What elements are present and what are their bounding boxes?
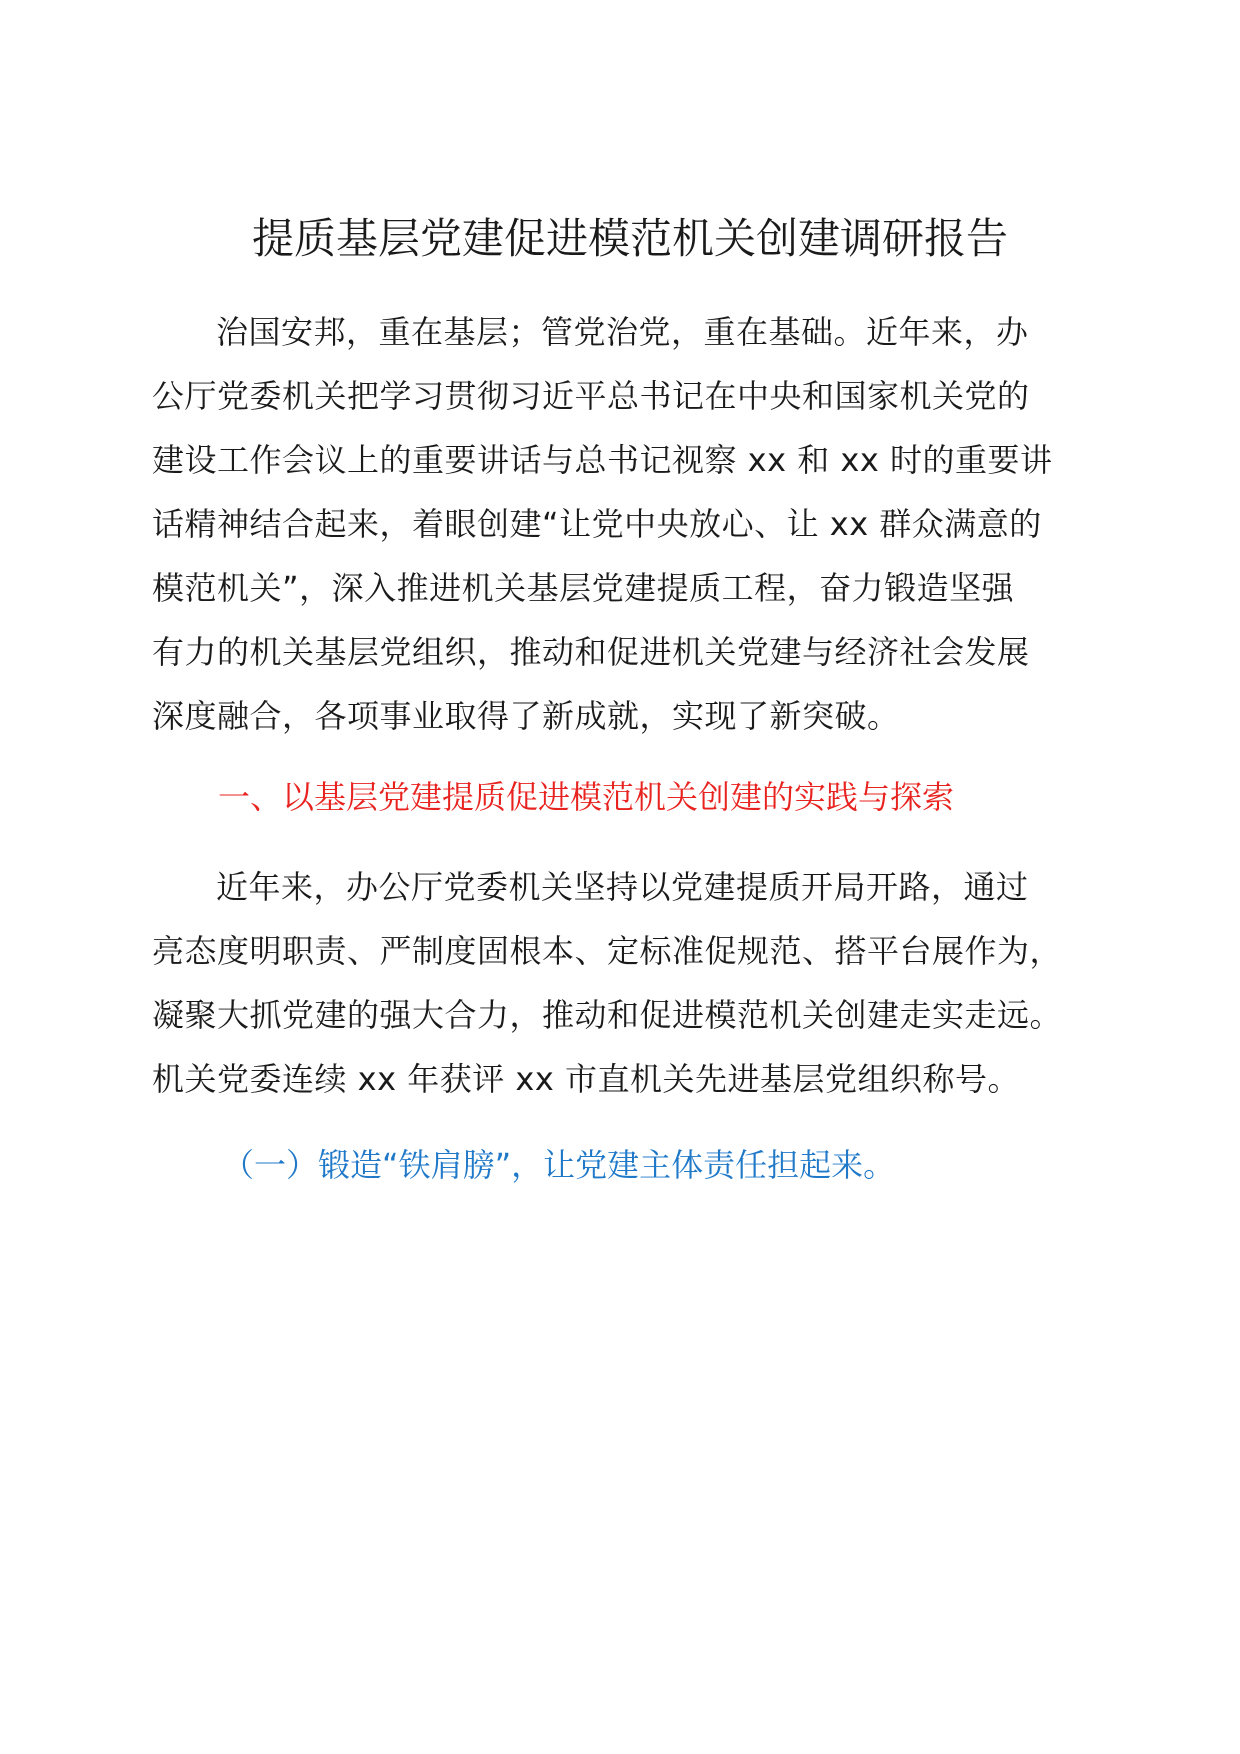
paragraph-line: 亮态度明职责、严制度固根本、定标准促规范、搭平台展作为， [152, 932, 1063, 970]
intro-paragraph [152, 300, 1052, 748]
paragraph-line: 深度融合，各项事业取得了新成就，实现了新突破。 [152, 697, 900, 735]
section-paragraph [152, 855, 1062, 1111]
paragraph-line: 凝聚大抓党建的强大合力，推动和促进模范机关创建走实走远。 [152, 996, 1063, 1034]
section-heading: 一、以基层党建提质促进模范机关创建的实践与探索 [218, 778, 955, 816]
paragraph-line: 建设工作会议上的重要讲话与总书记视察 xx 和 xx 时的重要讲 [152, 441, 1053, 479]
paragraph-line: 近年来，办公厅党委机关坚持以党建提质开局开路，通过 [216, 868, 1029, 906]
paragraph-line: 公厅党委机关把学习贯彻习近平总书记在中央和国家机关党的 [152, 377, 1030, 415]
paragraph-line: 机关党委连续 xx 年获评 xx 市直机关先进基层党组织称号。 [152, 1060, 1020, 1098]
paragraph-line: 模范机关”，深入推进机关基层党建提质工程，奋力锻造坚强 [152, 569, 1015, 607]
paragraph-line: 有力的机关基层党组织，推动和促进机关党建与经济社会发展 [152, 633, 1030, 671]
paragraph-line: 话精神结合起来，着眼创建“让党中央放心、让 xx 群众满意的 [152, 505, 1042, 543]
paragraph-line: 治国安邦，重在基层；管党治党，重在基础。近年来，办 [216, 313, 1029, 351]
subsection-heading: （一）锻造“铁肩膀”，让党建主体责任担起来。 [222, 1146, 896, 1184]
document-title: 提质基层党建促进模范机关创建调研报告 [252, 214, 1009, 263]
